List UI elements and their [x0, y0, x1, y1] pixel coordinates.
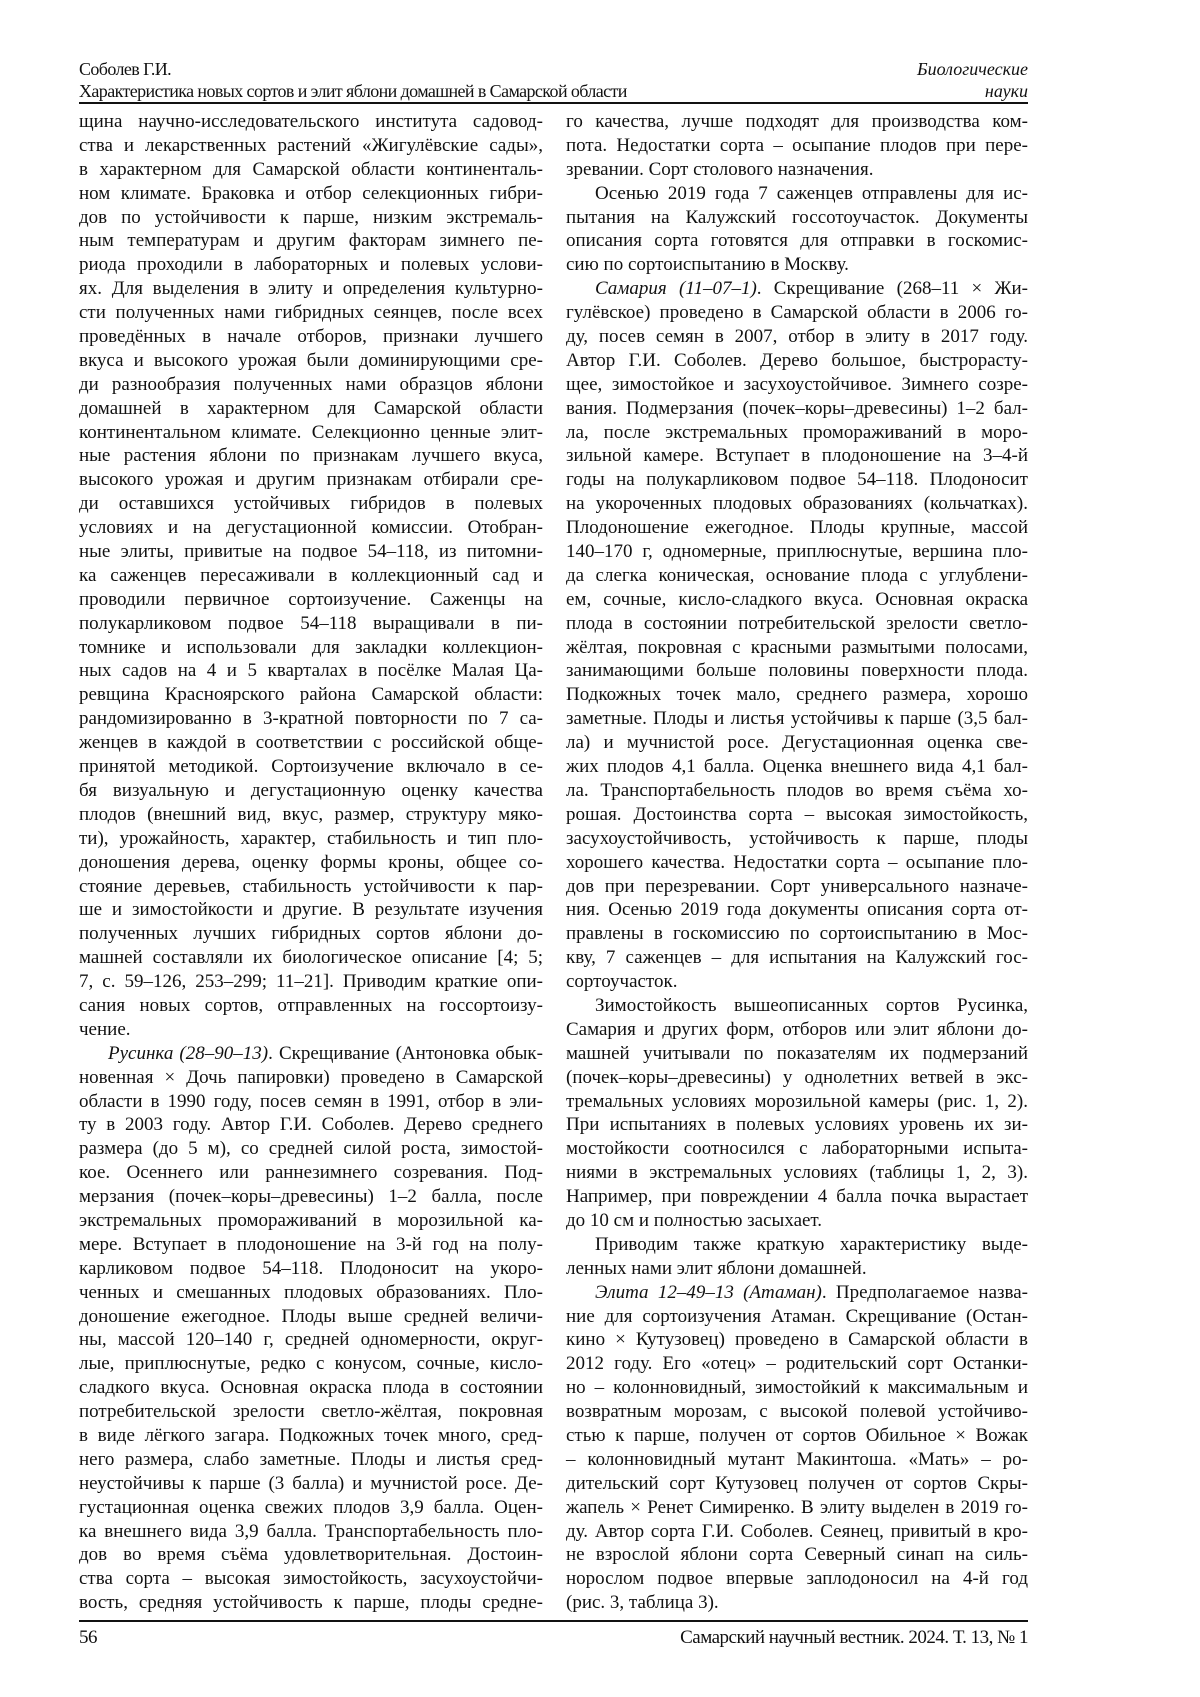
line-text: доношение ежегодное. Плоды выше средней величи- — [79, 1306, 543, 1327]
line-text: жёлтая, покровная с красными размытыми полосами, — [566, 637, 1028, 658]
text-line — [79, 851, 543, 875]
text-line — [566, 755, 1028, 779]
line-text: стью к парше, получен от сортов Обильное × Вожак — [566, 1425, 1028, 1446]
line-text: да слегка коническая, основание плода с углублени- — [566, 565, 1028, 586]
text-line — [79, 1305, 543, 1329]
text-line — [79, 1257, 543, 1281]
paragraph — [566, 277, 1028, 994]
line-text: (почек–коры–древесины) у однолетних ветвей в экс- — [566, 1067, 1028, 1088]
text-line — [79, 1352, 543, 1376]
line-text: ка внешнего вида 3,9 балла. Транспортабельность пло- — [79, 1521, 543, 1542]
text-line — [566, 803, 1028, 827]
line-text: проведённых в начале отборов, признаки лучшего — [79, 326, 543, 347]
line-text: мере. Вступает в плодоношение на 3-й год на полу- — [79, 1234, 543, 1255]
paragraph — [566, 182, 1028, 278]
line-text: щина научно-исследовательского института садовод- — [79, 111, 543, 132]
text-line — [566, 421, 1028, 445]
text-line — [566, 540, 1028, 564]
line-text: занимающими больше половины поверхности плода. — [566, 660, 1028, 681]
text-line — [79, 994, 543, 1018]
line-text: ла, после экстремальных промораживаний в моро- — [566, 422, 1028, 443]
line-text: потребительской зрелости светло-жёлтая, покровная — [79, 1401, 543, 1422]
text-line — [79, 373, 543, 397]
text-line — [79, 1209, 543, 1233]
line-text: рошая. Достоинства сорта – высокая зимостойкость, — [566, 804, 1028, 825]
line-text: зильной камере. Вступает в плодоношение на 3–4-й — [566, 445, 1028, 466]
text-line — [79, 1472, 543, 1496]
left-column — [79, 110, 543, 1615]
line-text: ства сорта – высокая зимостойкость, засухоустойчи- — [79, 1568, 543, 1589]
text-line — [566, 1090, 1028, 1114]
text-line — [79, 588, 543, 612]
line-text: ния. Осенью 2019 года документы описания сорта от- — [566, 899, 1028, 920]
line-text: . Предполагаемое назва- — [822, 1282, 1028, 1303]
text-line — [79, 731, 543, 755]
line-text: в характерном для Самарской области континенталь- — [79, 159, 543, 180]
footer-rule — [79, 1620, 1028, 1622]
text-line — [566, 659, 1028, 683]
header-rule — [79, 102, 1028, 104]
text-line — [566, 468, 1028, 492]
text-line — [566, 827, 1028, 851]
text-line — [79, 301, 543, 325]
line-text: плодов (внешний вид, вкус, размер, структуру мяко- — [79, 804, 543, 825]
line-text: машней учитывали по показателям их подмерзаний — [566, 1043, 1028, 1064]
line-text: дов при перезревании. Сорт универсального назначе- — [566, 876, 1028, 897]
line-text: сладкого вкуса. Основная окраска плода в состоянии — [79, 1377, 543, 1398]
text-line — [79, 1185, 543, 1209]
text-line — [566, 612, 1028, 636]
line-text: ным температурам и другим факторам зимнего пе- — [79, 230, 543, 251]
text-line — [566, 898, 1028, 922]
line-text: мерзания (почек–коры–древесины) 1–2 балла, после — [79, 1186, 543, 1207]
text-line — [566, 134, 1028, 158]
text-line — [566, 1400, 1028, 1424]
text-line — [566, 636, 1028, 660]
text-line — [566, 1496, 1028, 1520]
line-text: 140–170 г, одномерные, приплюснутые, вершина пло- — [566, 541, 1028, 562]
line-text: ченных и смешанных плодовых образованиях. Пло- — [79, 1282, 543, 1303]
paragraph — [566, 1281, 1028, 1615]
line-text: на укороченных плодовых образованиях (кольчатках). — [566, 493, 1028, 514]
line-text: ленных нами элит яблони домашней. — [566, 1258, 867, 1279]
line-text: мостойкости соотносился с лабораторными испыта- — [566, 1138, 1028, 1159]
text-line — [79, 755, 543, 779]
line-text: полукарликовом подвое 54–118 выращивали в пи- — [79, 613, 543, 634]
text-line — [79, 1567, 543, 1591]
text-line — [79, 659, 543, 683]
text-line — [566, 1376, 1028, 1400]
line-text: ные элиты, привитые на подвое 54–118, из питомни- — [79, 541, 543, 562]
text-line — [566, 1042, 1028, 1066]
line-text: машней составляли их биологическое описание [4; 5; — [79, 947, 543, 968]
line-text: жапель × Ренет Симиренко. В элиту выделен в 2019 го- — [566, 1497, 1028, 1518]
text-line — [566, 1257, 1028, 1281]
text-line — [566, 564, 1028, 588]
cultivar-name: Элита 12–49–13 (Атаман) — [595, 1282, 822, 1303]
text-line — [79, 206, 543, 230]
line-text: домашней в характерном для Самарской области — [79, 398, 543, 419]
line-text: доношения дерева, оценку формы кроны, общее со- — [79, 852, 543, 873]
text-line — [566, 1018, 1028, 1042]
text-line — [566, 994, 1028, 1018]
text-line — [566, 731, 1028, 755]
text-line — [79, 325, 543, 349]
text-line — [566, 373, 1028, 397]
line-text: Автор Г.И. Соболев. Дерево большое, быстрорасту- — [566, 350, 1028, 371]
line-text: континентальном климате. Селекционно ценные элит- — [79, 422, 543, 443]
text-line — [566, 1185, 1028, 1209]
text-line — [566, 1137, 1028, 1161]
header-author: Соболев Г.И. — [79, 58, 627, 80]
line-text: но – колонновидный, зимостойкий к максимальным и — [566, 1377, 1028, 1398]
line-text: Самария и других форм, отборов или элит яблони до- — [566, 1019, 1028, 1040]
text-line — [79, 1066, 543, 1090]
text-line — [566, 1543, 1028, 1567]
line-text: кву, 7 саженцев – для испытания на Калужский гос- — [566, 947, 1028, 968]
line-text: неустойчивы к парше (3 балла) и мучнистой росе. Де- — [79, 1473, 543, 1494]
line-text: ла) и мучнистой росе. Дегустационная оценка све- — [566, 732, 1028, 753]
line-text: ревщина Красноярского района Самарской области: — [79, 684, 543, 705]
line-text: ные растения яблони по признакам лучшего вкуса, — [79, 445, 543, 466]
line-text: описания сорта готовятся для отправки в госкомис- — [566, 230, 1028, 251]
cultivar-name: Русинка (28–90–13) — [108, 1043, 268, 1064]
line-text: ниями в экстремальных условиях (таблицы 1, 2, 3). — [566, 1162, 1028, 1183]
line-text: ка саженцев пересаживали в коллекционный сад и — [79, 565, 543, 586]
text-line — [79, 827, 543, 851]
text-line — [79, 540, 543, 564]
text-line — [79, 707, 543, 731]
text-line — [566, 1161, 1028, 1185]
line-text: размера (до 5 м), со средней силой роста, зимостой- — [79, 1138, 543, 1159]
text-line — [566, 516, 1028, 540]
line-text: плода в состоянии потребительской зрелости светло- — [566, 613, 1028, 634]
text-line — [79, 970, 543, 994]
line-text: ду, посев семян в 2007, отбор в элиту в 2017 году. — [566, 326, 1028, 347]
text-line — [566, 444, 1028, 468]
line-text: Приводим также краткую характеристику выде- — [595, 1234, 1028, 1255]
running-header-right — [917, 58, 1028, 102]
line-text: дов во время съёма удовлетворительная. Достоин- — [79, 1544, 543, 1565]
line-text: ем, сочные, кисло-сладкого вкуса. Основная окраска — [566, 589, 1028, 610]
text-line — [79, 779, 543, 803]
text-line — [79, 1161, 543, 1185]
line-text: в виде лёгкого загара. Подкожных точек много, сред- — [79, 1425, 543, 1446]
text-line — [566, 277, 1028, 301]
text-line — [566, 707, 1028, 731]
line-text: возвратным морозам, с высокой полевой устойчиво- — [566, 1401, 1028, 1422]
line-text: дительский сорт Кутузовец получен от сортов Скры- — [566, 1473, 1028, 1494]
text-line — [79, 612, 543, 636]
line-text: сания новых сортов, отправленных на госсортоизу- — [79, 995, 543, 1016]
line-text: принятой методикой. Сортоизучение включало в се- — [79, 756, 543, 777]
text-line — [79, 946, 543, 970]
text-line — [566, 1233, 1028, 1257]
text-line — [566, 1591, 1028, 1615]
line-text: заметные. Плоды и листья устойчивы к парше (3,5 бал- — [566, 708, 1028, 729]
line-text: лые, приплюснутые, редко с конусом, сочные, кисло- — [79, 1353, 543, 1374]
text-line — [79, 683, 543, 707]
text-line — [566, 1113, 1028, 1137]
text-line — [79, 1042, 543, 1066]
text-line — [566, 1567, 1028, 1591]
line-text: томнике и использовали для закладки коллекцион- — [79, 637, 543, 658]
line-text: чение. — [79, 1019, 131, 1040]
line-text: густационная оценка свежих плодов 3,9 балла. Оцен- — [79, 1497, 543, 1518]
text-line — [566, 1424, 1028, 1448]
line-text: – колонновидный мутант Макинтоша. «Мать» – ро- — [566, 1449, 1028, 1470]
text-line — [79, 1520, 543, 1544]
text-line — [566, 875, 1028, 899]
text-line — [79, 1328, 543, 1352]
header-article-title: Характеристика новых сортов и элит яблони домашней в Самарской области — [79, 80, 627, 102]
text-line — [79, 636, 543, 660]
line-text: ях. Для выделения в элиту и определения культурно- — [79, 278, 543, 299]
line-text: ном климате. Браковка и отбор селекционных гибри- — [79, 183, 543, 204]
text-line — [566, 349, 1028, 373]
text-line — [566, 1328, 1028, 1352]
line-text: сти полученных нами гибридных сеянцев, после всех — [79, 302, 543, 323]
paragraph — [566, 110, 1028, 182]
text-line — [566, 1209, 1028, 1233]
text-line — [566, 851, 1028, 875]
text-line — [79, 182, 543, 206]
text-line — [79, 158, 543, 182]
line-text: дов по устойчивости к парше, низким экстремаль- — [79, 207, 543, 228]
paragraph — [79, 1042, 543, 1615]
line-text: не взрослой яблони сорта Северный синап на силь- — [566, 1544, 1028, 1565]
line-text: ства и лекарственных растений «Жигулёвские сады», — [79, 135, 543, 156]
text-line — [566, 1448, 1028, 1472]
text-line — [79, 1448, 543, 1472]
text-line — [79, 1113, 543, 1137]
paragraph — [566, 994, 1028, 1233]
line-text: ду. Автор сорта Г.И. Соболев. Сеянец, привитый в кро- — [566, 1521, 1028, 1542]
text-line — [79, 803, 543, 827]
line-text: условиях и на дегустационной комиссии. Отобран- — [79, 517, 543, 538]
line-text: сортоучасток. — [566, 971, 677, 992]
text-line — [566, 492, 1028, 516]
line-text: . Скрещивание (268–11 × Жи- — [757, 278, 1028, 299]
text-line — [79, 1543, 543, 1567]
line-text: новенная × Дочь папировки) проведено в Самарской — [79, 1067, 543, 1088]
text-line — [566, 301, 1028, 325]
text-line — [79, 1137, 543, 1161]
text-line — [566, 229, 1028, 253]
paragraph — [79, 110, 543, 1042]
text-line — [566, 1066, 1028, 1090]
line-text: сию по сортоиспытанию в Москву. — [566, 254, 849, 275]
line-text: правлены в госкомиссию по сортоиспытанию в Мос- — [566, 923, 1028, 944]
line-text: засухоустойчивость, устойчивость к парше, плоды — [566, 828, 1028, 849]
text-line — [79, 1018, 543, 1042]
line-text: жих плодов 4,1 балла. Оценка внешнего вида 4,1 бал- — [566, 756, 1028, 777]
text-line — [79, 253, 543, 277]
line-text: вания. Подмерзания (почек–коры–древесины) 1–2 бал- — [566, 398, 1028, 419]
text-line — [79, 492, 543, 516]
text-line — [79, 1233, 543, 1257]
text-line — [566, 588, 1028, 612]
line-text: ди разнообразия полученных нами образцов яблони — [79, 374, 543, 395]
text-line — [566, 970, 1028, 994]
line-text: вость, средняя устойчивость к парше, плоды средне- — [79, 1592, 543, 1613]
text-line — [79, 922, 543, 946]
text-line — [566, 325, 1028, 349]
text-line — [79, 516, 543, 540]
line-text: годы на полукарликовом подвое 54–118. Плодоносит — [566, 469, 1028, 490]
line-text: высокого урожая и другим признакам отбирали сре- — [79, 469, 543, 490]
text-line — [79, 110, 543, 134]
text-line — [79, 898, 543, 922]
journal-citation: Самарский научный вестник. 2024. Т. 13, № 1 — [680, 1627, 1028, 1649]
line-text: (рис. 3, таблица 3). — [566, 1592, 719, 1613]
line-text: проводили первичное сортоизучение. Саженцы на — [79, 589, 543, 610]
text-line — [79, 134, 543, 158]
text-line — [566, 1281, 1028, 1305]
line-text: кое. Осеннего или раннезимнего созревания. Под- — [79, 1162, 543, 1183]
text-line — [79, 229, 543, 253]
line-text: полученных лучших гибридных сортов яблони до- — [79, 923, 543, 944]
right-column — [566, 110, 1028, 1615]
line-text: норослом подвое впервые заплодоносил на 4-й год — [566, 1568, 1028, 1589]
line-text: тремальных условиях морозильной камеры (рис. 1, 2). — [566, 1091, 1028, 1112]
text-line — [566, 158, 1028, 182]
text-line — [566, 1305, 1028, 1329]
line-text: ла. Транспортабельность плодов во время съёма хо- — [566, 780, 1028, 801]
text-line — [79, 1424, 543, 1448]
line-text: рандомизированно в 3-кратной повторности по 7 са- — [79, 708, 543, 729]
text-line — [79, 1496, 543, 1520]
text-line — [566, 397, 1028, 421]
line-text: ше и зимостойкости и другие. В результате изучения — [79, 899, 543, 920]
line-text: ти), урожайность, характер, стабильность и тип пло- — [79, 828, 543, 849]
line-text: до 10 см и полностью засыхает. — [566, 1210, 822, 1231]
line-text: экстремальных промораживаний в морозильной ка- — [79, 1210, 543, 1231]
cultivar-name: Самария (11–07–1) — [595, 278, 757, 299]
text-line — [79, 564, 543, 588]
line-text: ту в 2003 году. Автор Г.И. Соболев. Дерево среднего — [79, 1114, 543, 1135]
line-text: него размера, слабо заметные. Плоды и листья сред- — [79, 1449, 543, 1470]
text-line — [79, 468, 543, 492]
line-text: щее, зимостойкое и засухоустойчивое. Зимнего созре- — [566, 374, 1028, 395]
text-line — [79, 349, 543, 373]
text-line — [566, 1472, 1028, 1496]
text-line — [79, 875, 543, 899]
text-line — [79, 1591, 543, 1615]
text-line — [566, 206, 1028, 230]
text-line — [79, 421, 543, 445]
text-line — [566, 683, 1028, 707]
line-text: Осенью 2019 года 7 саженцев отправлены для ис- — [595, 183, 1028, 204]
page-number: 56 — [79, 1627, 97, 1649]
line-text: кино × Кутузовец) проведено в Самарской области в — [566, 1329, 1028, 1350]
text-line — [79, 397, 543, 421]
line-text: ди оставшихся устойчивых гибридов в полевых — [79, 493, 543, 514]
line-text: стояние деревьев, стабильность устойчивости к пар- — [79, 876, 543, 897]
text-line — [79, 1400, 543, 1424]
text-line — [566, 182, 1028, 206]
line-text: ние для сортоизучения Атаман. Скрещивание (Остан- — [566, 1306, 1028, 1327]
text-line — [79, 1090, 543, 1114]
line-text: бя визуальную и дегустационную оценку качества — [79, 780, 543, 801]
running-header-left — [79, 58, 627, 102]
header-section-line1: Биологические — [917, 58, 1028, 80]
line-text: Например, при повреждении 4 балла почка вырастает — [566, 1186, 1028, 1207]
text-line — [566, 253, 1028, 277]
text-line — [79, 1281, 543, 1305]
text-line — [566, 946, 1028, 970]
text-line — [566, 779, 1028, 803]
line-text: . Скрещивание (Антоновка обык- — [268, 1043, 543, 1064]
text-line — [566, 922, 1028, 946]
line-text: Подкожных точек мало, среднего размера, хорошо — [566, 684, 1028, 705]
text-line — [566, 1352, 1028, 1376]
header-section-line2: науки — [917, 80, 1028, 102]
line-text: Плодоношение ежегодное. Плоды крупные, массой — [566, 517, 1028, 538]
line-text: Зимостойкость вышеописанных сортов Русинка, — [595, 995, 1028, 1016]
line-text: пота. Недостатки сорта – осыпание плодов при пере- — [566, 135, 1028, 156]
paragraph — [566, 1233, 1028, 1281]
line-text: ны, массой 120–140 г, средней одномерности, округ- — [79, 1329, 543, 1350]
text-line — [566, 110, 1028, 134]
text-line — [79, 277, 543, 301]
line-text: области в 1990 году, посев семян в 1991, отбор в эли- — [79, 1091, 543, 1112]
line-text: го качества, лучше подходят для производства ком- — [566, 111, 1028, 132]
line-text: гулёвское) проведено в Самарской области в 2006 го- — [566, 302, 1028, 323]
line-text: ных садов на 4 и 5 кварталах в посёлке Малая Ца- — [79, 660, 543, 681]
line-text: хорошего качества. Недостатки сорта – осыпание пло- — [566, 852, 1028, 873]
text-line — [566, 1520, 1028, 1544]
line-text: пытания на Калужский госсотоучасток. Документы — [566, 207, 1028, 228]
line-text: 7, с. 59–126, 253–299; 11–21]. Приводим краткие опи- — [79, 971, 543, 992]
line-text: вкуса и высокого урожая были доминирующими сре- — [79, 350, 543, 371]
line-text: 2012 году. Его «отец» – родительский сорт Останки- — [566, 1353, 1028, 1374]
line-text: женцев в каждой в соответствии с российской обще- — [79, 732, 543, 753]
line-text: зревании. Сорт столового назначения. — [566, 159, 873, 180]
text-line — [79, 1376, 543, 1400]
text-line — [79, 444, 543, 468]
line-text: При испытаниях в полевых условиях уровень их зи- — [566, 1114, 1028, 1135]
line-text: карликовом подвое 54–118. Плодоносит на укоро- — [79, 1258, 543, 1279]
line-text: риода проходили в лабораторных и полевых услови- — [79, 254, 543, 275]
